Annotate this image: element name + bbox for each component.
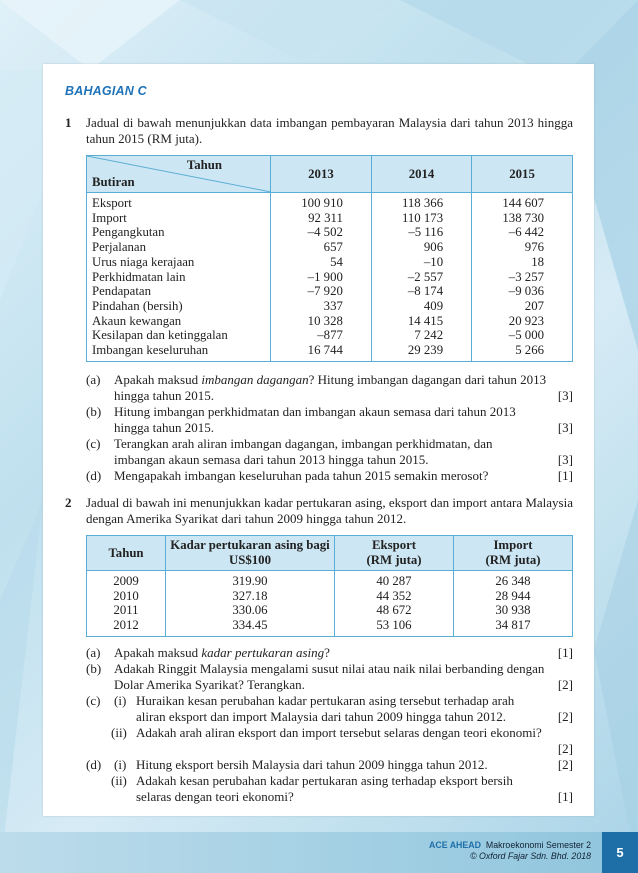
row-label: Eksport [87,193,271,211]
footer-brand: ACE AHEAD [429,840,481,850]
mark: [2] [557,709,573,724]
cell-export: 48 672 [335,603,454,618]
part-text: Adakah Ringgit Malaysia mengalami susut nilai atau naik nilai berbanding dengan [114,661,545,676]
subpart-label: (ii) [111,725,127,740]
footer-credits [429,840,591,862]
cell-value: –2 557 [371,270,471,285]
cell-value: 138 730 [472,211,573,226]
section-title: BAHAGIAN C [65,84,147,98]
table-row [87,603,573,618]
part-text-line2: selaras dengan teori ekonomi? [136,789,294,804]
part-label: (c) [86,693,101,708]
row-label: Perkhidmatan lain [87,270,271,285]
question-1b [86,404,573,436]
part-text-line2: hingga tahun 2015. [114,388,215,403]
row-label: Perjalanan [87,240,271,255]
cell-value: 118 366 [371,193,471,211]
cell-value: 144 607 [472,193,573,211]
part-text-line2: hingga tahun 2015. [114,420,215,435]
key-term: imbangan dagangan [201,372,309,387]
cell-value: 409 [371,299,471,314]
cell-value: 20 923 [472,314,573,329]
cell-value: 54 [271,255,372,270]
part-text: Hitung eksport bersih Malaysia dari tahun 2009 hingga tahun 2012. [136,757,488,772]
header-rate-line2: US$100 [229,553,271,567]
part-text-line2: aliran eksport dan import Malaysia dari tahun 2009 hingga tahun 2012. [136,709,507,724]
row-label: Kesilapan dan ketinggalan [87,328,271,343]
header-import-line2: (RM juta) [485,553,541,567]
table-row [87,240,573,255]
cell-value: –5 116 [371,225,471,240]
question-2d [86,757,573,805]
cell-value: –877 [271,328,372,343]
row-label: Import [87,211,271,226]
mark: [2] [557,757,573,772]
part-text: Adakah arah aliran eksport dan import tersebut selaras dengan teori ekonomi? [136,725,542,740]
header-export-line1: Eksport [371,538,417,552]
question-2c [86,693,573,757]
question-1-number: 1 [65,115,72,130]
table-row [87,328,573,343]
footer [0,832,638,873]
cell-import: 34 817 [454,618,573,636]
part-label: (d) [86,468,102,483]
question-2a [86,645,573,661]
page-number: 5 [602,832,638,873]
header-year-3: 2015 [472,156,573,193]
cell-export: 53 106 [335,618,454,636]
cell-value: –4 502 [271,225,372,240]
row-label: Akaun kewangan [87,314,271,329]
header-year-2: 2014 [371,156,471,193]
cell-value: 18 [472,255,573,270]
cell-value: 92 311 [271,211,372,226]
cell-value: 29 239 [371,343,471,361]
cell-value: 657 [271,240,372,255]
row-label: Pindahan (bersih) [87,299,271,314]
mark: [3] [557,452,573,467]
question-2-intro: Jadual di bawah ini menunjukkan kadar pertukaran asing, eksport dan import antara Malaysia dengan Amerika Syarikat dari tahun 2009 hingga tahun 2012. [86,495,573,526]
row-label: Pendapatan [87,284,271,299]
table-row [87,255,573,270]
cell-import: 30 938 [454,603,573,618]
cell-value: 100 910 [271,193,372,211]
part-label: (c) [86,436,101,451]
part-text [114,645,330,661]
footer-book-title: Makroekonomi Semester 2 [485,840,591,850]
cell-value: 10 328 [271,314,372,329]
mark: [3] [557,420,573,435]
cell-rate: 334.45 [166,618,335,636]
cell-import: 26 348 [454,571,573,589]
cell-value: 906 [371,240,471,255]
part-text: Huraikan kesan perubahan kadar pertukaran asing tersebut terhadap arah [136,693,515,708]
part-text: Mengapakah imbangan keseluruhan pada tahun 2015 semakin merosot? [114,468,489,483]
cell-export: 40 287 [335,571,454,589]
header-year-1: 2013 [271,156,372,193]
cell-export: 44 352 [335,589,454,604]
header-year: Tahun [87,536,166,571]
header-rate-line1: Kadar pertukaran asing bagi [170,538,330,552]
subpart-label: (ii) [111,773,127,788]
cell-value: 110 173 [371,211,471,226]
cell-value: 16 744 [271,343,372,361]
table-row [87,314,573,329]
part-label: (b) [86,661,102,676]
table-row [87,225,573,240]
row-label: Urus niaga kerajaan [87,255,271,270]
part-label: (a) [86,372,101,387]
page-sheet [43,64,594,816]
balance-of-payments-table [86,155,573,362]
header-import [454,536,573,571]
part-text-post: ? [324,645,330,660]
cell-year: 2012 [87,618,166,636]
part-label: (b) [86,404,102,419]
cell-year: 2010 [87,589,166,604]
question-1d [86,468,573,484]
row-label: Pengangkutan [87,225,271,240]
mark: [2] [557,741,573,756]
row-label: Imbangan keseluruhan [87,343,271,361]
question-2-number: 2 [65,495,72,510]
table-row [87,589,573,604]
table-row [87,193,573,211]
header-export-line2: (RM juta) [366,553,422,567]
mark: [3] [557,388,573,403]
cell-value: –3 257 [472,270,573,285]
cell-value: –9 036 [472,284,573,299]
header-export [335,536,454,571]
part-text [114,372,573,388]
part-text-pre: Apakah maksud [114,645,202,660]
exchange-rate-table [86,535,573,637]
cell-value: 337 [271,299,372,314]
cell-value: 5 266 [472,343,573,361]
header-import-line1: Import [493,538,533,552]
cell-year: 2009 [87,571,166,589]
mark: [1] [557,789,573,804]
question-1c [86,436,573,468]
table-row [87,284,573,299]
mark: [1] [557,468,573,483]
table-row [87,618,573,636]
cell-value: 7 242 [371,328,471,343]
cell-rate: 319.90 [166,571,335,589]
cell-value: –10 [371,255,471,270]
key-term: kadar pertukaran asing [201,645,325,660]
part-text-line2: imbangan akaun semasa dari tahun 2013 hingga tahun 2015. [114,452,429,467]
question-1-intro: Jadual di bawah menunjukkan data imbangan pembayaran Malaysia dari tahun 2013 hingga tahun 2015 (RM juta). [86,115,573,146]
header-rate [166,536,335,571]
header-year-label: Tahun [186,158,222,172]
table-row [87,211,573,226]
question-1a [86,372,573,404]
cell-year: 2011 [87,603,166,618]
part-text-pre: Apakah maksud [114,372,202,387]
part-label: (a) [86,645,101,660]
table-row [87,343,573,361]
cell-import: 28 944 [454,589,573,604]
cell-value: –7 920 [271,284,372,299]
cell-value: 14 415 [371,314,471,329]
cell-rate: 330.06 [166,603,335,618]
header-item-label: Butiran [92,175,135,189]
cell-value: 976 [472,240,573,255]
diagonal-header-cell [87,156,271,193]
table-row [87,571,573,589]
question-2b [86,661,573,693]
subpart-label: (i) [114,693,127,708]
mark: [2] [557,677,573,692]
cell-value: –5 000 [472,328,573,343]
part-text: Adakah kesan perubahan kadar pertukaran asing terhadap eksport bersih [136,773,513,788]
cell-value: 207 [472,299,573,314]
part-text: Hitung imbangan perkhidmatan dan imbangan akaun semasa dari tahun 2013 [114,404,516,419]
part-text-line2: Dolar Amerika Syarikat? Terangkan. [114,677,305,692]
part-label: (d) [86,757,102,772]
cell-value: –8 174 [371,284,471,299]
subpart-label: (i) [114,757,127,772]
cell-value: –6 442 [472,225,573,240]
part-text: Terangkan arah aliran imbangan dagangan, imbangan perkhidmatan, dan [114,436,493,451]
table-row [87,299,573,314]
mark: [1] [557,645,573,660]
part-text-post: ? Hitung imbangan dagangan dari tahun 2013 [308,372,547,387]
cell-value: –1 900 [271,270,372,285]
footer-copyright: © Oxford Fajar Sdn. Bhd. 2018 [470,851,591,861]
cell-rate: 327.18 [166,589,335,604]
table-row [87,270,573,285]
